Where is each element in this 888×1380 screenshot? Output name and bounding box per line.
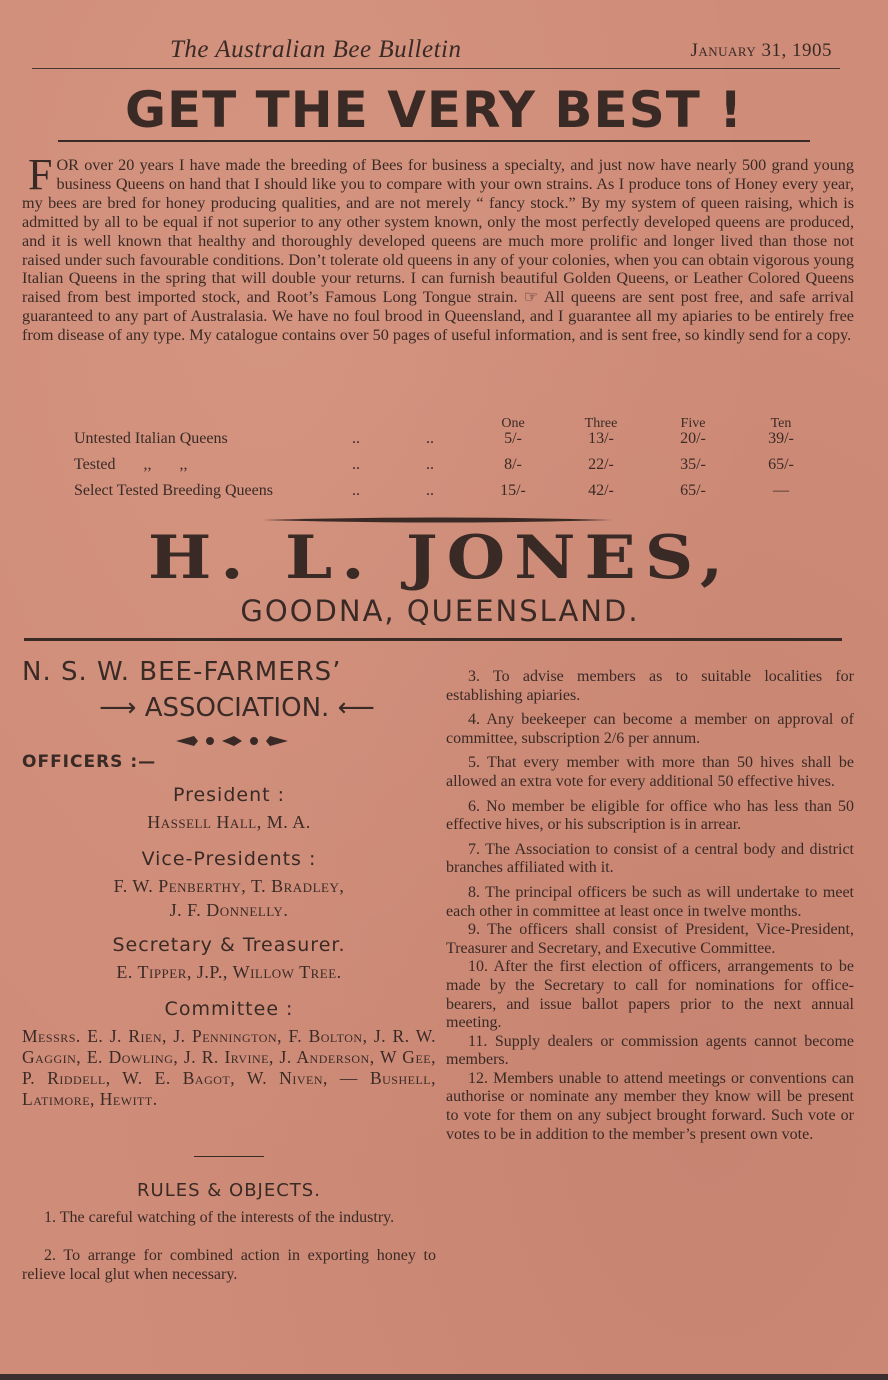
advertiser-name: H. L. JONES, xyxy=(147,523,733,593)
advert-headline: GET THE VERY BEST ! xyxy=(58,80,810,142)
leader-dots: .. xyxy=(352,456,360,473)
col-header-three: Three xyxy=(584,416,618,431)
rule-item: 8. The principal officers be such as will undertake to meet each other in committee at least once in twelve months. xyxy=(446,883,854,920)
advert-body xyxy=(22,150,854,345)
price-item-name: Tested ,, ,, xyxy=(74,456,188,473)
price-one: 5/- xyxy=(504,430,522,447)
price-one: 15/- xyxy=(500,482,526,499)
col-header-one: One xyxy=(501,416,525,431)
rules-column xyxy=(446,668,854,1144)
advertiser-location: GOODNA, QUEENSLAND. xyxy=(240,594,640,628)
leader-dots: .. xyxy=(426,430,434,447)
col-header-ten: Ten xyxy=(770,416,792,431)
price-three: 22/- xyxy=(588,456,614,473)
vice-presidents-names-2: J. F. Donnelly. xyxy=(169,900,289,920)
leader-dots: .. xyxy=(352,482,360,499)
rule-item: 2. To arrange for combined action in exporting honey to relieve local glut when necessary. xyxy=(22,1247,436,1283)
price-five: 65/- xyxy=(680,482,706,499)
price-five: 35/- xyxy=(680,456,706,473)
issue-date: January 31, 1905 xyxy=(690,40,832,61)
committee-names: Messrs. E. J. Rien, J. Pennington, F. Bolton, J. R. W. Gaggin, E. Dowling, J. R. Irvine, J. Anderson, W Gee, P. Riddell, W. E. Bagot, W. Niven, — Bushell, Latimore, Hewitt. xyxy=(22,1026,436,1109)
advert-body-text: OR over 20 years I have made the breeding of Bees for business a specialty, and just now have nearly 500 grand young business Queens on hand that I should like you to compare with your own strains. As I produce tons of Honey every year, my bees are bred for honey producing qualities, and are not merely “ fancy stock.” By my system of queen raising, which is admitted by all to be equal if not superior to any other system known, only the most perfectly developed queens are produced, and it is well known that healthy and thoroughly developed queens are much more prolific and longer lived than those not raised under such favourable conditions. Don’t tolerate old queens in any of your colonies, when you can obtain vigorous young Italian Queens in the spring that will double your returns. I can furnish beautiful Golden Queens, or Leather Colored Queens raised from best imported stock, and Root’s Famous Long Tongue strain. ☞ All queens are sent post free, and safe arrival guaranteed to any part of Australasia. We have no foul brood in Queensland, and I guarantee all my apiaries to be entirely free from disease of any type. My catalogue contains over 50 pages of useful information, and is sent free, so kindly send for a copy. xyxy=(22,156,854,345)
price-ten: 65/- xyxy=(768,456,794,473)
association-title-line1: N. S. W. BEE-FARMERS’ xyxy=(22,657,342,687)
rule-item: 6. No member be eligible for office who has less than 50 effective hives, or his subscription is in arrear. xyxy=(446,797,854,834)
secretary-name: E. Tipper, J.P., Willow Tree. xyxy=(116,962,342,982)
leader-dots: .. xyxy=(352,430,360,447)
association-title-line2: ASSOCIATION. xyxy=(144,693,330,723)
right-arrow-ornament-icon: ⟵ xyxy=(337,693,375,723)
price-item-name: Select Tested Breeding Queens xyxy=(74,482,273,499)
table-row xyxy=(74,482,814,504)
section-divider xyxy=(24,638,842,641)
rule-item: 11. Supply dealers or commission agents cannot become members. xyxy=(446,1032,854,1069)
rule-item: 7. The Association to consist of a central body and district branches affiliated with it. xyxy=(446,840,854,877)
left-arrow-ornament-icon: ⟶ xyxy=(99,693,137,723)
price-ten: — xyxy=(773,482,789,499)
short-divider xyxy=(194,1156,264,1157)
rule-item: 3. To advise members as to suitable localities for establishing apiaries. xyxy=(446,668,854,704)
table-row xyxy=(74,456,814,478)
price-five: 20/- xyxy=(680,430,706,447)
secretary-label: Secretary & Treasurer. xyxy=(112,934,346,956)
page-header xyxy=(32,34,840,69)
rule-item: 9. The officers shall consist of President, Vice-President, Treasurer and Secretary, and Executive Committee. xyxy=(446,921,854,957)
rule-item: 12. Members unable to attend meetings or conventions can authorise or nominate any member they know will be present to vote for them on any subject brought forward. Such vote or votes to be in addition to the member’s present own vote. xyxy=(446,1069,854,1143)
vice-presidents-names-1: F. W. Penberthy, T. Bradley, xyxy=(113,876,345,896)
journal-title: The Australian Bee Bulletin xyxy=(170,36,462,63)
price-three: 13/- xyxy=(588,430,614,447)
vice-presidents-label: Vice-Presidents : xyxy=(141,848,317,870)
price-three: 42/- xyxy=(588,482,614,499)
drop-cap: F xyxy=(28,150,53,199)
table-row xyxy=(74,430,814,452)
rule-item: 10. After the first election of officers, arrangements to be made by the Secretary to call for nominations for office-bearers, and issue ballot papers prior to the next annual meeting. xyxy=(446,958,854,1032)
price-item-name: Untested Italian Queens xyxy=(74,430,228,447)
president-label: President : xyxy=(172,784,286,806)
col-header-five: Five xyxy=(680,416,706,431)
association-title-line2-wrap xyxy=(62,692,412,724)
committee-label: Committee : xyxy=(164,998,294,1020)
price-one: 8/- xyxy=(504,456,522,473)
president-name: Hassell Hall, M. A. xyxy=(147,812,311,832)
rules-title: RULES & OBJECTS. xyxy=(137,1180,321,1201)
fleuron-ornament-icon xyxy=(172,734,292,748)
rule-item: 1. The careful watching of the interests of the industry. xyxy=(44,1209,395,1226)
leader-dots: .. xyxy=(426,456,434,473)
rule-item: 4. Any beekeeper can become a member on approval of committee, subscription 2/6 per annum. xyxy=(446,711,854,747)
leader-dots: .. xyxy=(426,482,434,499)
price-ten: 39/- xyxy=(768,430,794,447)
bottom-edge xyxy=(0,1374,888,1380)
officers-label: OFFICERS :— xyxy=(22,752,157,772)
rule-item: 5. That every member with more than 50 hives shall be allowed an extra vote for every additional 50 effective hives. xyxy=(446,754,854,790)
